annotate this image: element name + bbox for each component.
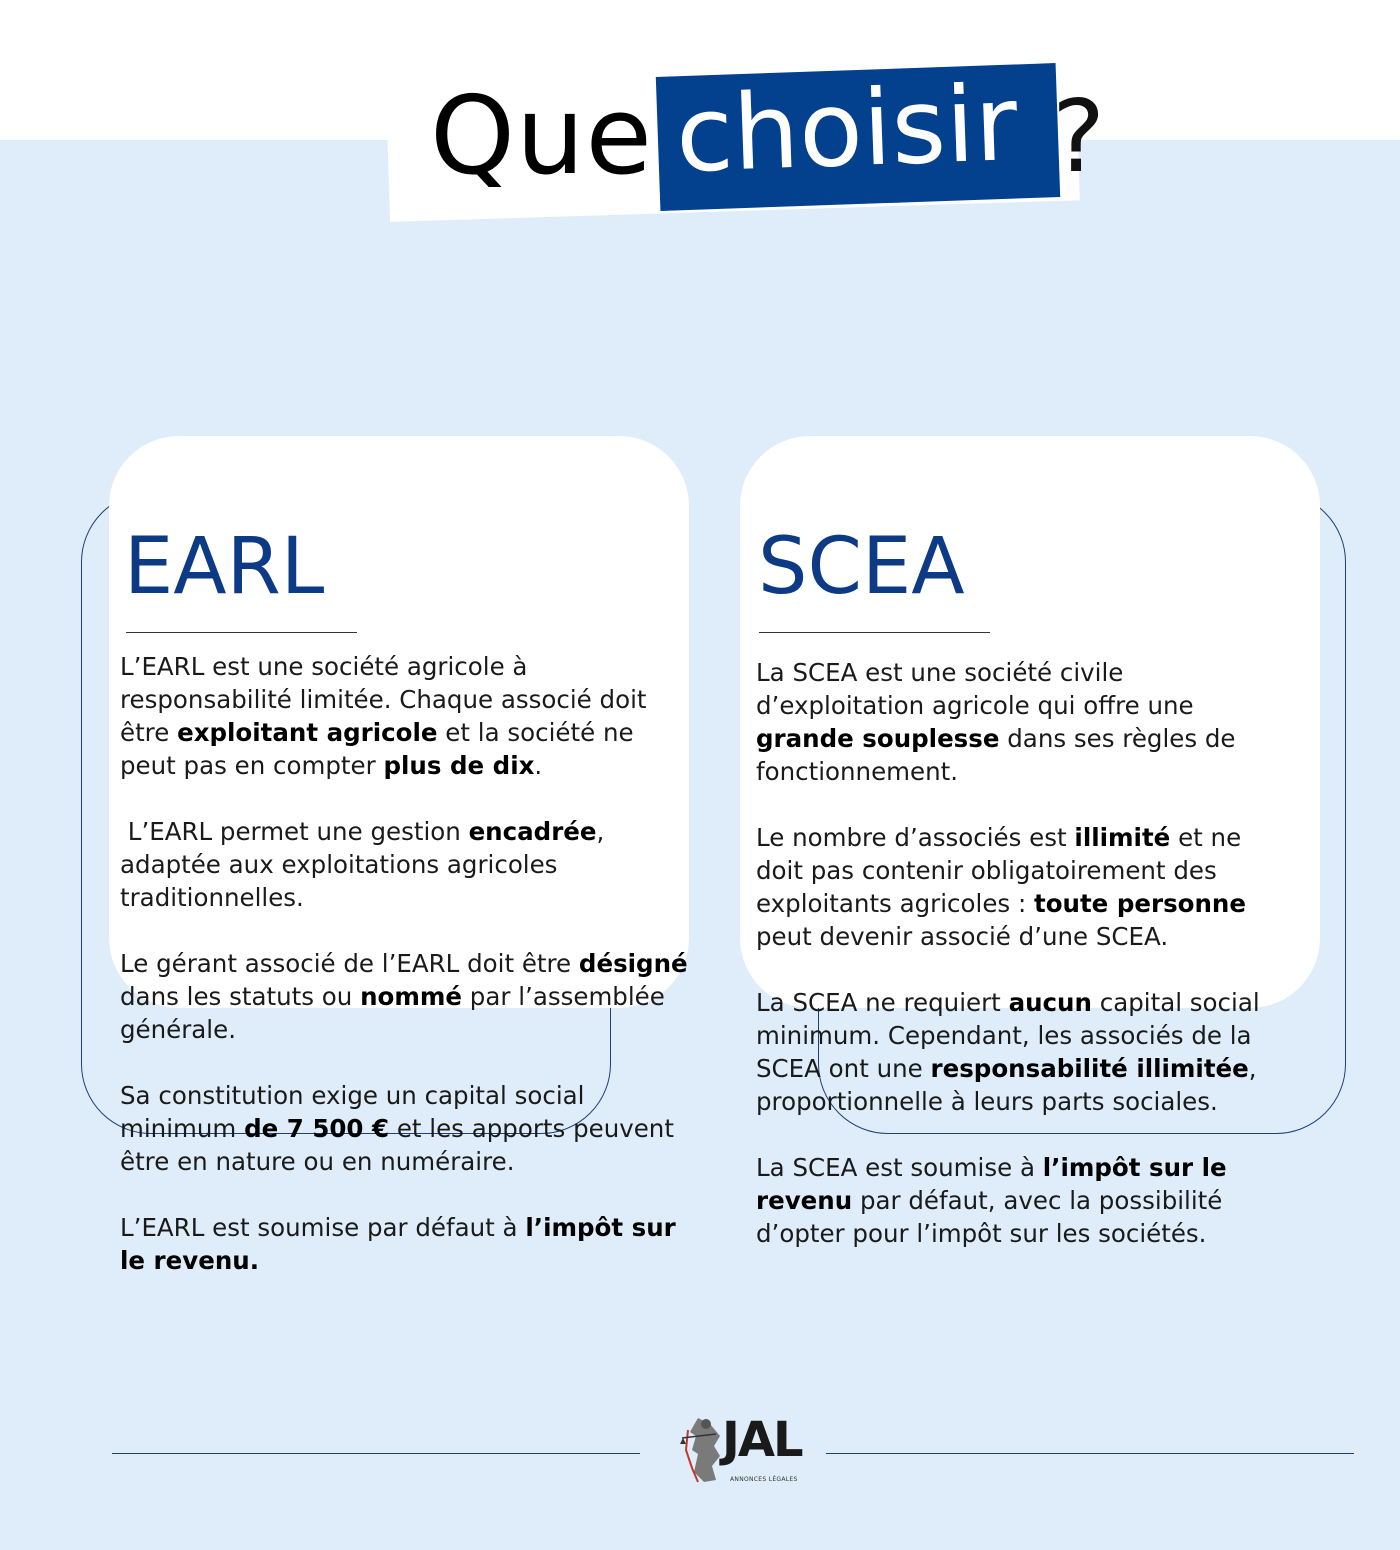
paragraph <box>120 815 688 914</box>
emphasis-text: l’impôt sur le revenu. <box>120 1213 676 1275</box>
body-text: La SCEA est soumise à <box>756 1153 1043 1182</box>
scea-heading: SCEA <box>758 522 965 612</box>
body-text: et ne doit pas contenir obligatoirement des exploitants agricoles : <box>756 823 1242 918</box>
paragraph <box>756 986 1286 1118</box>
body-text: , proportionnelle à leurs parts sociales. <box>756 1054 1257 1116</box>
body-text: peut devenir associé d’une SCEA. <box>756 922 1169 951</box>
paragraph <box>120 1211 688 1277</box>
paragraph <box>756 1151 1286 1250</box>
body-text: Sa constitution exige un capital social minimum <box>120 1081 585 1143</box>
body-text: L’EARL permet une gestion <box>120 817 469 846</box>
emphasis-text: illimité <box>1074 823 1171 852</box>
emphasis-text: plus de dix <box>383 751 535 780</box>
body-text: L’EARL est une société agricole à responsabilité limitée. Chaque associé doit être <box>120 652 647 747</box>
logo-tagline: ANNONCES LÉGALES <box>730 1476 798 1483</box>
emphasis-text: désigné <box>578 949 688 978</box>
body-text: . <box>534 751 543 780</box>
paragraph <box>756 656 1286 788</box>
earl-heading: EARL <box>124 522 325 612</box>
emphasis-text: exploitant agricole <box>177 718 438 747</box>
scea-body <box>756 656 1286 1250</box>
paragraph <box>756 821 1286 953</box>
emphasis-text: nommé <box>360 982 463 1011</box>
emphasis-text: encadrée <box>468 817 597 846</box>
emphasis-text: toute personne <box>1033 889 1246 918</box>
emphasis-text: aucun <box>1008 988 1092 1017</box>
body-text: dans les statuts ou <box>120 982 361 1011</box>
body-text: , adaptée aux exploitations agricoles traditionnelles. <box>120 817 605 912</box>
footer-line-left <box>112 1453 640 1454</box>
paragraph <box>120 650 688 782</box>
emphasis-text: de 7 500 € <box>244 1114 390 1143</box>
title-word-que: Que <box>430 74 653 199</box>
paragraph <box>120 947 688 1046</box>
body-text: Le gérant associé de l’EARL doit être <box>120 949 579 978</box>
body-text: Le nombre d’associés est <box>756 823 1075 852</box>
emphasis-text: responsabilité illimitée <box>930 1054 1249 1083</box>
body-text: par défaut, avec la possibilité d’opter pour l’impôt sur les sociétés. <box>756 1186 1223 1248</box>
body-text: capital social minimum. Cependant, les associés de la SCEA ont une <box>756 988 1260 1083</box>
body-text: par l’assemblée générale. <box>120 982 665 1044</box>
scea-divider <box>759 632 990 633</box>
body-text: dans ses règles de fonctionnement. <box>756 724 1236 786</box>
logo-wordmark: JAL <box>722 1412 802 1468</box>
body-text: La SCEA est une société civile d’exploitation agricole qui offre une <box>756 658 1194 720</box>
title-word-choisir: choisir <box>673 62 1020 196</box>
emphasis-text: grande souplesse <box>756 724 1000 753</box>
body-text: et les apports peuvent être en nature ou en numéraire. <box>120 1114 674 1176</box>
earl-divider <box>126 632 357 633</box>
emphasis-text: l’impôt sur le revenu <box>756 1153 1227 1215</box>
body-text: La SCEA ne requiert <box>756 988 1009 1017</box>
earl-body <box>120 650 688 1277</box>
title-question-mark: ? <box>1052 78 1106 195</box>
body-text: et la société ne peut pas en compter <box>120 718 634 780</box>
footer-line-right <box>826 1453 1354 1454</box>
body-text: L’EARL est soumise par défaut à <box>120 1213 526 1242</box>
paragraph <box>120 1079 688 1178</box>
